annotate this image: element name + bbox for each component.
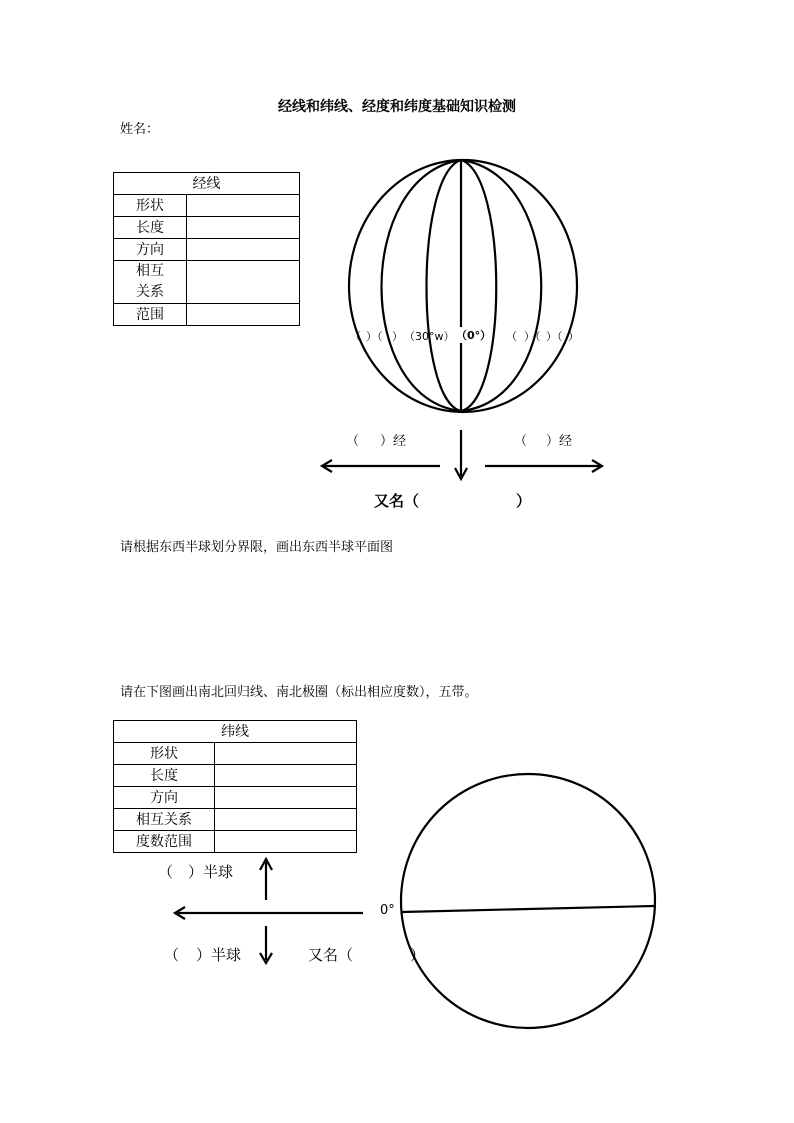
- meridian-row-label: 相互关系: [114, 261, 187, 304]
- west-longitude-label: ）经: [380, 434, 407, 449]
- globe-blank-label: ）（: [546, 330, 563, 343]
- globe-outline: [401, 774, 655, 1028]
- north-hemisphere-paren: （: [158, 863, 174, 881]
- globe-blank-label: ）: [568, 330, 579, 343]
- south-hemisphere-label: ）半球: [196, 946, 242, 964]
- globe-blank-label: （: [350, 330, 361, 343]
- meridian-row-label: 方向: [114, 239, 187, 261]
- instruction-tropics-zones: 请在下图画出南北回归线、南北极圈（标出相应度数），五带。: [120, 685, 478, 700]
- meridian-row-label: 范围: [114, 304, 187, 326]
- south-hemisphere-paren: （: [164, 946, 180, 964]
- equator-line: [402, 906, 654, 912]
- instruction-hemispheres: 请根据东西半球划分界限，画出东西半球平面图: [120, 540, 394, 555]
- prime-meridian-alias-suffix: ）: [516, 492, 532, 510]
- meridian-table-header: 经线: [114, 173, 300, 195]
- globe-blank-label: ）: [392, 330, 403, 343]
- west-longitude-paren: （: [346, 434, 360, 449]
- parallel-row-label: 长度: [114, 765, 215, 787]
- meridian-row-label: 长度: [114, 217, 187, 239]
- globe-blank-label: ）（: [366, 330, 383, 343]
- parallel-row-label: 度数范围: [114, 831, 215, 853]
- name-label: 姓名：: [120, 122, 160, 137]
- longitude-zero-label: （0°）: [456, 329, 492, 342]
- parallel-row-label: 形状: [114, 743, 215, 765]
- parallel-row-label: 方向: [114, 787, 215, 809]
- north-hemisphere-label: ）半球: [188, 863, 234, 881]
- page-title: 经线和纬线、经度和纬度基础知识检测: [278, 99, 516, 115]
- parallel-row-label: 相互关系: [114, 809, 215, 831]
- prime-meridian-alias-prefix: 又名（: [374, 492, 420, 510]
- equator-degree-label: 0°: [380, 903, 395, 918]
- globe-blank-label: （: [506, 330, 517, 343]
- equator-alias-prefix: 又名（: [308, 946, 354, 964]
- east-longitude-paren: （: [514, 434, 528, 449]
- equator-alias-suffix: ）: [410, 946, 426, 964]
- east-longitude-label: ）经: [546, 434, 573, 449]
- globe-blank-label: ）（: [524, 330, 541, 343]
- meridian-row-label: 形状: [114, 195, 187, 217]
- longitude-30w-label: （30°w）: [404, 330, 455, 343]
- parallel-table-header: 纬线: [114, 721, 357, 743]
